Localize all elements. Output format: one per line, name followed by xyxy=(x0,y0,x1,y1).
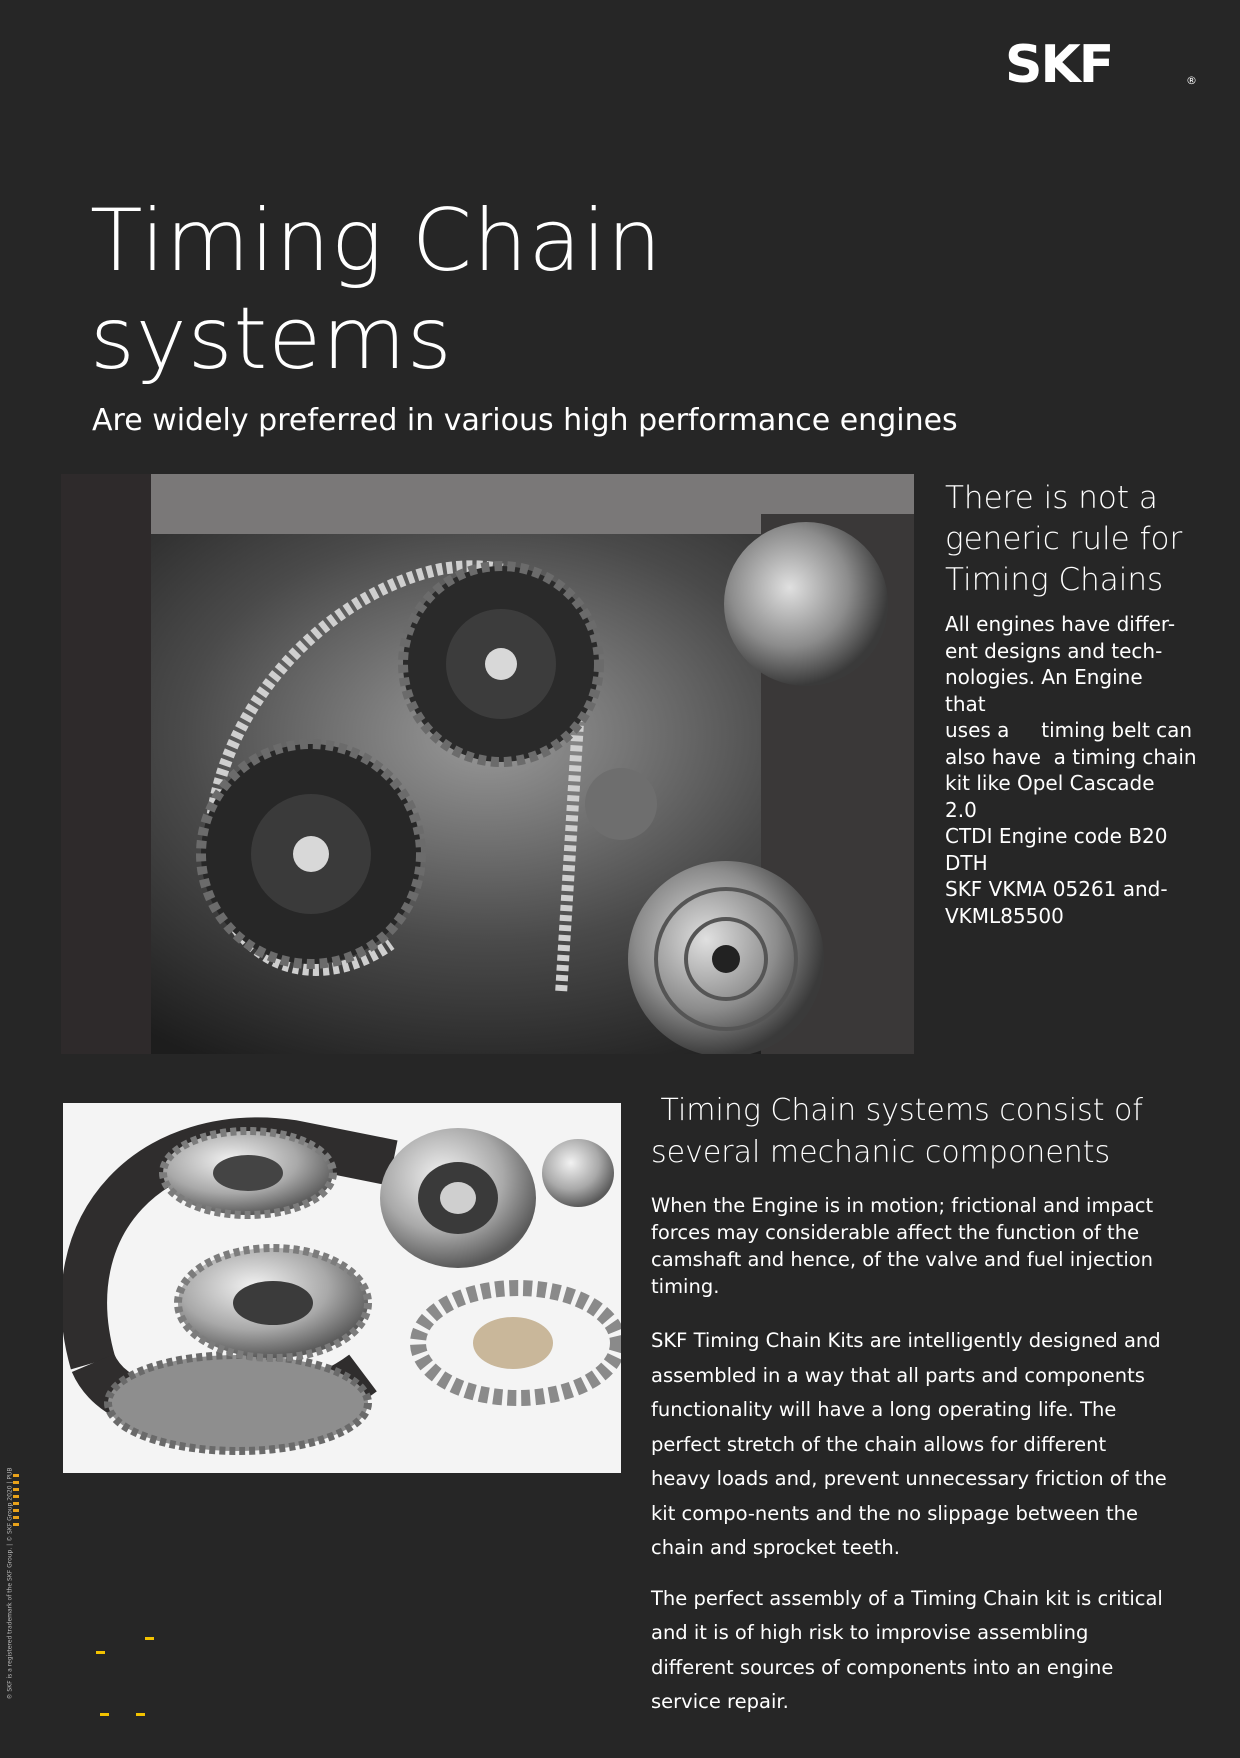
sidebar-line: CTDI Engine code B20 xyxy=(945,824,1168,848)
color-bars-decoration xyxy=(13,1474,19,1536)
legal-note: ® SKF is a registered trademark of the SKF Group. | © SKF Group 2020 | PUB xyxy=(6,1467,14,1700)
skf-logo-text: SKF xyxy=(1005,38,1113,88)
paragraph-assembly: The perfect assembly of a Timing Chain kit is critical and it is of high risk to improvise assembling different sources of components into an engine service repair. xyxy=(651,1586,1163,1713)
components-section xyxy=(651,1090,1171,1720)
yellow-dash xyxy=(96,1651,105,1654)
sidebar-line: SKF VKMA 05261 and- xyxy=(945,877,1168,901)
yellow-dash xyxy=(100,1713,109,1716)
sidebar-line: VKML85500 xyxy=(945,903,1064,928)
page-title xyxy=(90,192,990,388)
sidebar-line: kit like Opel Cascade 2.0 xyxy=(945,771,1155,822)
components-heading-line-2: several mechanic components xyxy=(651,1135,1111,1170)
sidebar-line: DTH xyxy=(945,850,988,875)
sidebar-line: ent designs and tech- xyxy=(945,638,1163,663)
page-subtitle: Are widely preferred in various high performance engines xyxy=(92,403,958,438)
sidebar-text-block xyxy=(945,478,1197,929)
page-title-line-1: Timing Chain xyxy=(90,191,663,291)
sidebar-line: also have a timing chain xyxy=(945,744,1197,769)
components-heading-line-1: Timing Chain systems consist of xyxy=(651,1093,1143,1128)
paragraph-engine-motion: When the Engine is in motion; frictional and impact forces may considerable affect the function of the camshaft and hence, of the valve and fuel injection timing. xyxy=(651,1194,1154,1298)
registered-mark: ® xyxy=(1186,74,1197,87)
sidebar-line: uses a timing belt can xyxy=(945,718,1193,742)
parts-photo xyxy=(63,1103,621,1473)
sidebar-line: All engines have differ- xyxy=(945,612,1176,636)
yellow-dash xyxy=(145,1637,154,1640)
engine-photo xyxy=(61,474,914,1054)
page-title-line-2: systems xyxy=(90,289,453,389)
components-heading xyxy=(651,1090,1171,1174)
sidebar-body xyxy=(945,611,1197,929)
sidebar-heading: There is not a generic rule for Timing Chains xyxy=(945,480,1183,598)
skf-logo xyxy=(1005,38,1200,88)
paragraph-chain-kits: SKF Timing Chain Kits are intelligently designed and assembled in a way that all parts and components functionality will have a long operating life. The perfect stretch of the chain allows for different heavy loads and, prevent unnecessary friction of the kit compo-nents and the no slippage between the chain and sprocket teeth. xyxy=(651,1329,1167,1559)
sidebar-line: nologies. An Engine that xyxy=(945,665,1143,716)
yellow-dash xyxy=(136,1713,145,1716)
